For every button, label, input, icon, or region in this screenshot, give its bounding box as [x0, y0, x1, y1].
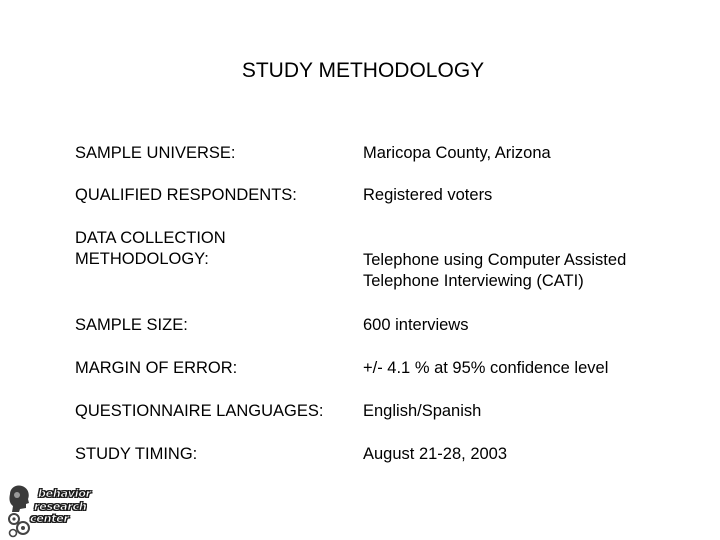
row-label: MARGIN OF ERROR: — [75, 359, 238, 377]
row-label: DATA COLLECTION METHODOLOGY: — [75, 229, 226, 268]
row-value: Registered voters — [363, 186, 493, 204]
row-value: Telephone using Computer Assisted Telephone Interviewing (CATI) — [363, 251, 627, 290]
logo-line: research — [34, 499, 87, 513]
row-value: +/- 4.1 % at 95% confidence level — [363, 359, 609, 377]
row-value: August 21-28, 2003 — [363, 445, 508, 463]
row-label: STUDY TIMING: — [75, 445, 198, 463]
row-label: QUESTIONNAIRE LANGUAGES: — [75, 402, 324, 420]
row-label: QUALIFIED RESPONDENTS: — [75, 186, 297, 204]
row-value: English/Spanish — [363, 402, 482, 420]
behavior-research-center-logo — [4, 484, 94, 540]
row-value: 600 interviews — [363, 316, 469, 334]
row-label: SAMPLE SIZE: — [75, 316, 188, 334]
logo-wordmark — [30, 488, 91, 526]
logo-line: behavior — [38, 487, 91, 500]
row-label: SAMPLE UNIVERSE: — [75, 144, 236, 162]
page-title: STUDY METHODOLOGY — [241, 59, 485, 82]
logo-line: center — [30, 512, 69, 525]
row-value: Maricopa County, Arizona — [363, 144, 551, 162]
